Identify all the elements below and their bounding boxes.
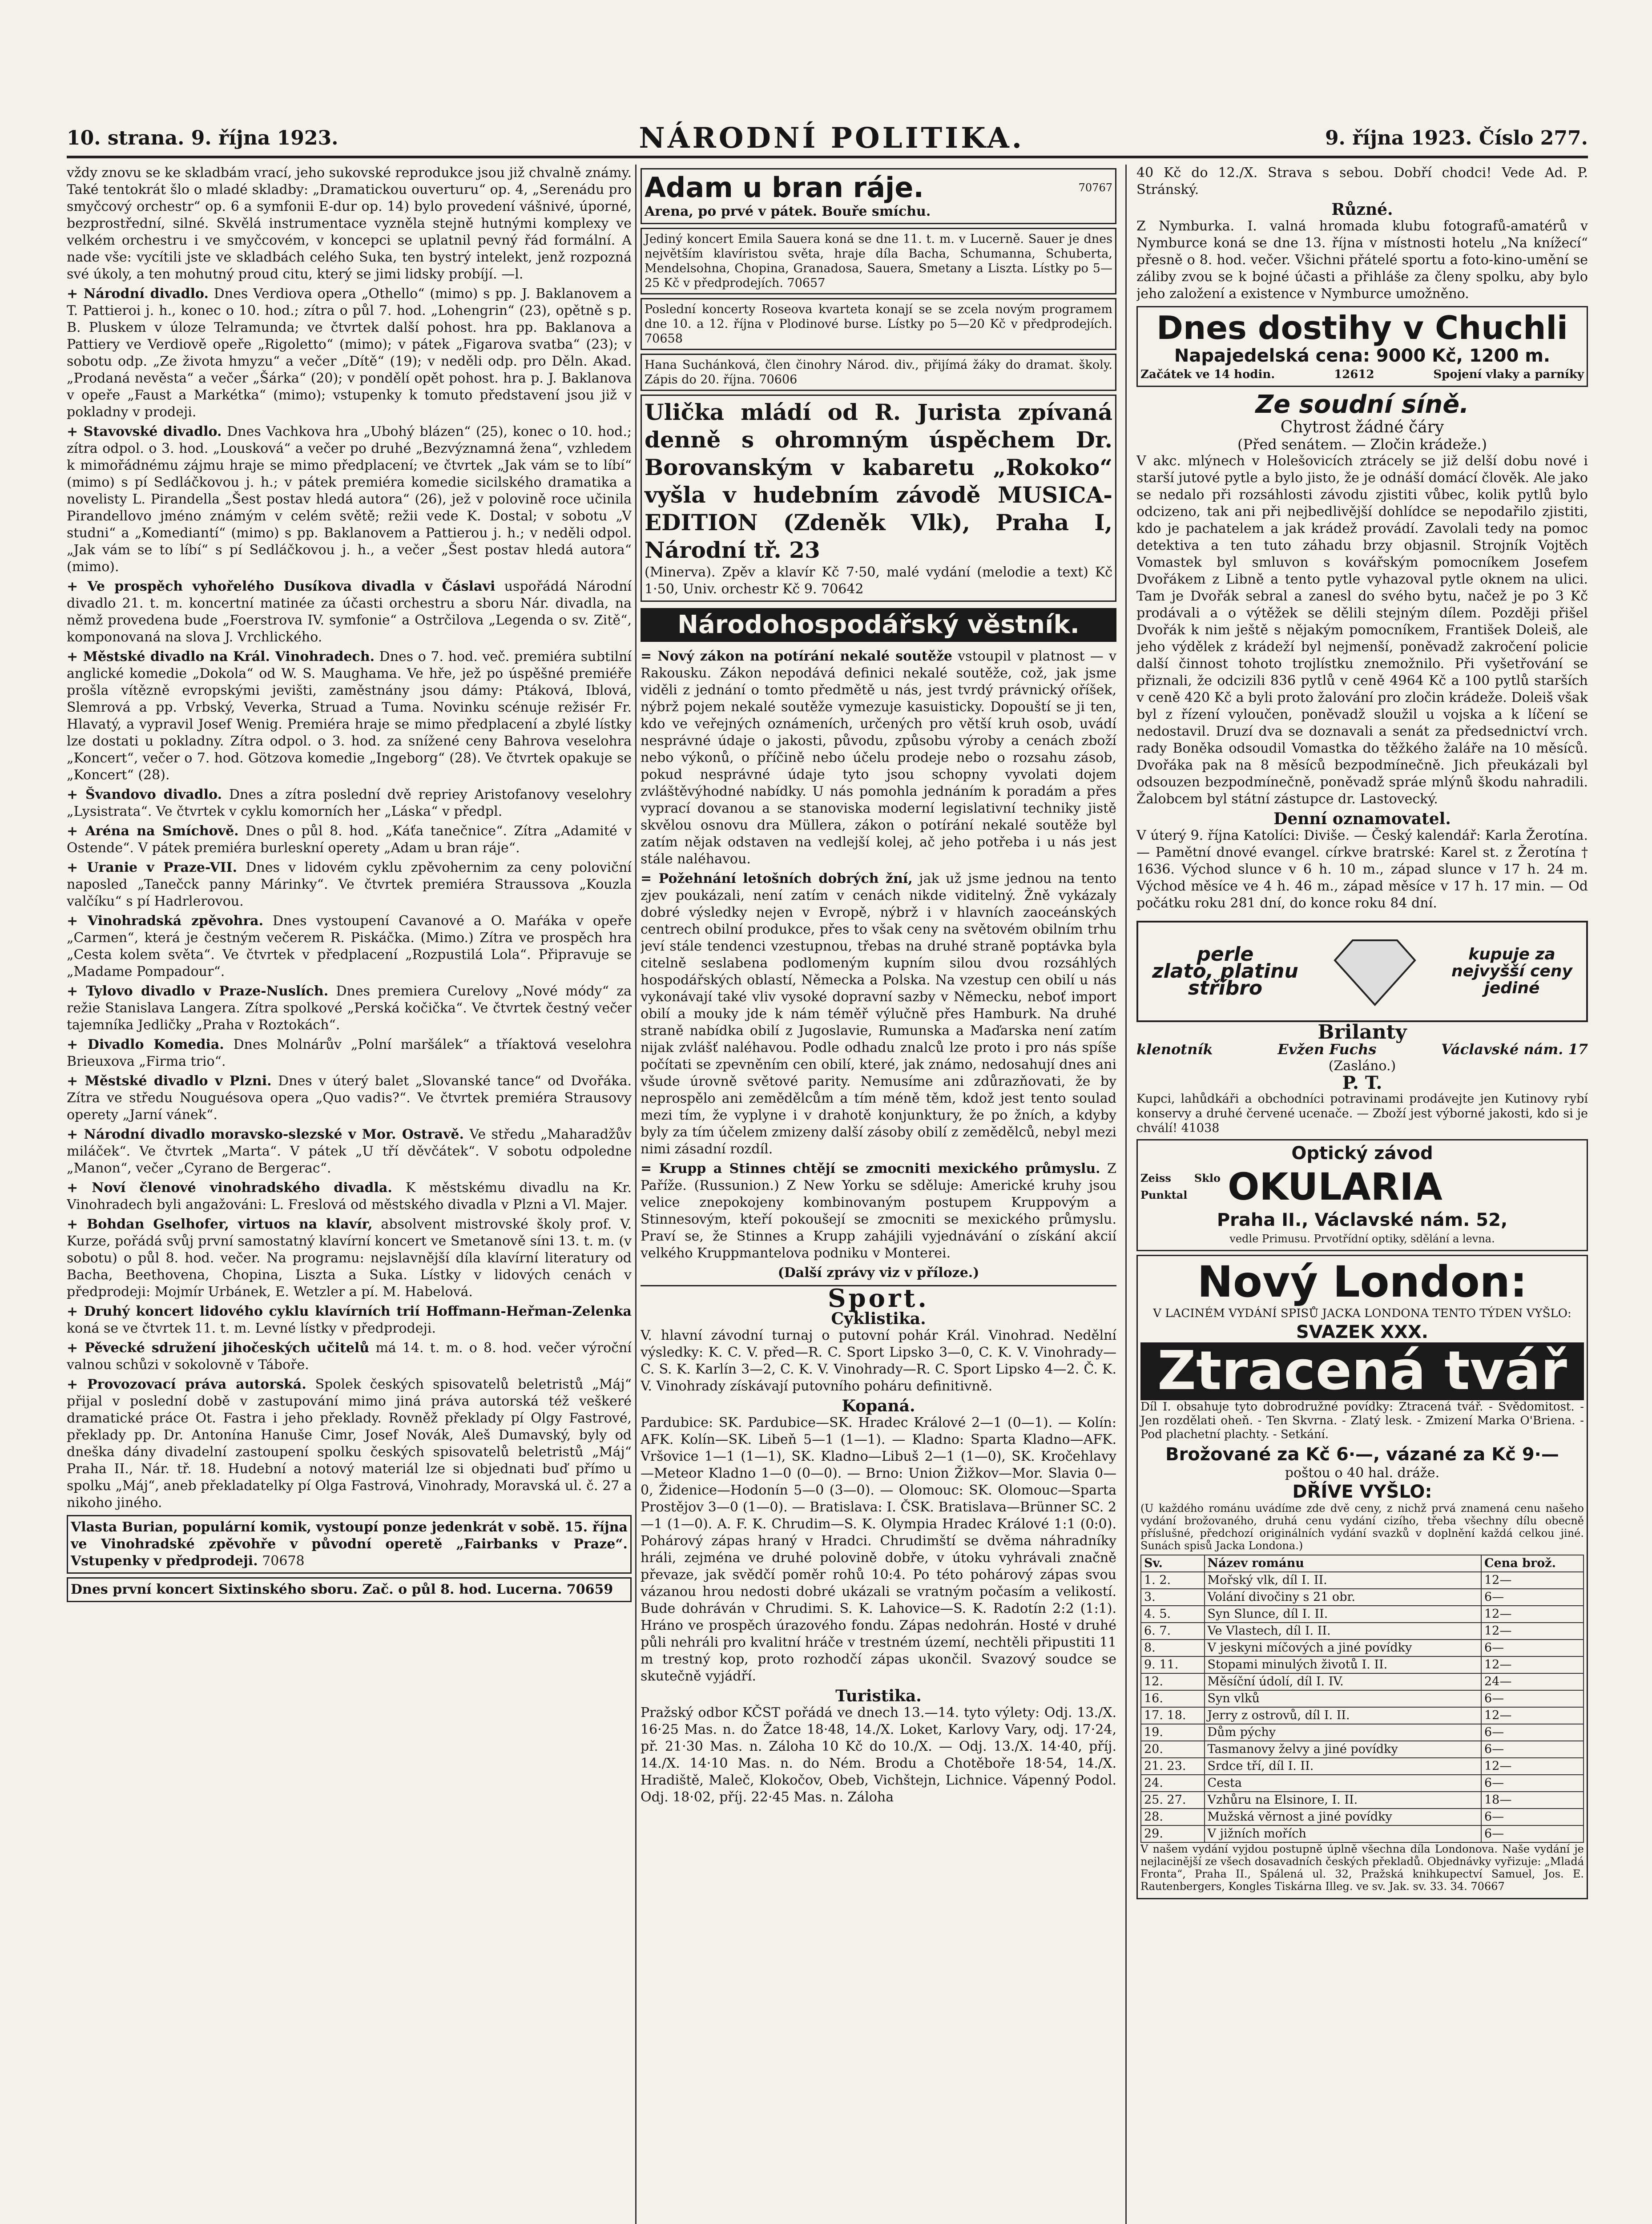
theatre-news-item: [67, 578, 632, 646]
london-subtitle: V LACINÉM VYDÁNÍ SPISŮ JACKA LONDONA TENTO TÝDEN VYŠLO:: [1153, 1307, 1571, 1320]
theatre-news-title: + Pěvecké sdružení jihočeských učitelů: [67, 1340, 370, 1356]
theatre-news-item: [67, 983, 632, 1034]
ad-london: [1136, 1255, 1588, 1899]
table-cell: Syn Slunce, díl I. II.: [1205, 1606, 1481, 1623]
table-cell: 16.: [1141, 1690, 1205, 1707]
table-cell: 9. 11.: [1141, 1656, 1205, 1673]
london-volume: SVAZEK XXX.: [1296, 1322, 1428, 1342]
theatre-news-text: Dnes Vachkova hra „Ubohý blázen“ (25), konec o 10. hod.; zítra odpol. o 3. hod. „Lousková“ a večer po druhé „Bezvýznamná žena“, vzhledem k mimořádnému zájmu hraje se mimo předplacení; ve čtvrtek „Jak vám se to líbí“ (mimo) s pí Sedláčkovou j. h.; v pátek premiéra komedie sicilského dramatika a novelisty L. Pirandella „Šest postav hledá autora“ (26), jež v polovině roce učinila Pirandellovo jméno známým v celém světě; režii vede K. Dostal; v sobotu „V studni“ a „Komediantí“ (mimo) s pp. Baklanovem a Pattierou j. h.; v neděli odpol. „Jak vám se to líbí“ s pí Sedláčkovou j. h., a večer „Šest postav hledá autora“ (mimo).: [67, 424, 632, 575]
jewel-footer-right: Václavské nám. 17: [1441, 1041, 1588, 1058]
promo-prices: (Minerva). Zpěv a klavír Kč 7·50, malé vydání (melodie a text) Kč 1·50, Univ. orchestr Kč 9.: [645, 564, 1112, 597]
ad-burian-code: 70678: [262, 1553, 305, 1569]
table-cell: 25. 27.: [1141, 1792, 1205, 1809]
novels-col-volume: Sv.: [1141, 1555, 1205, 1572]
theatre-news-text: Dnes vystoupení Cavanové a O. Maŕáka v opeře „Carmen“, která je čestným večerem R. Piskáčka. (Mimo.) Zítra ve prospěch hra „Cesta kolem světa“. Ve čtvrtek v předplacení „Rozpustilá Lola“. Připravuje se „Madame Pompadour“.: [67, 913, 632, 979]
table-row: [1141, 1775, 1584, 1792]
london-footer-code: 70667: [1471, 1880, 1505, 1893]
ad-sauer: [641, 228, 1116, 294]
theatre-news-title: + Druhý koncert lidového cyklu klavírních trií Hoffmann-Heřman-Zelenka: [67, 1304, 632, 1319]
theatre-news-title: + Bohdan Gselhofer, virtuos na klavír,: [67, 1217, 373, 1232]
table-row: [1141, 1656, 1584, 1673]
theatre-news-text: Dnes premiera Curelovy „Nové módy“ za režie Stanislava Langera. Zítra spolkové „Perská kočička“. Ve čtvrtek čestný večer tajemníka Jedličky „Praha v Roztokách“.: [67, 983, 632, 1033]
tourism-heading: Turistika.: [835, 1687, 922, 1705]
sport-heading: Sport.: [828, 1284, 929, 1313]
table-cell: 18—: [1481, 1792, 1584, 1809]
theatre-news-text: Spolek českých spisovatelů beletristů „Máj“ přijal v poslední době v zastupování mimo jiná práva autorská též veškeré dramatické práce Ot. Fastra i jeho překlady. Rovněž překlady pí Olgy Fastrové, překlady pp. Dr. Antonína Hanuše Cimr, Josef Novák, Aleš Dumavský, byly od dneška dány divadelní zastoupení spolku českých spisovatelů beletristů „Máj“ Praha II., Nár. tř. 18. Hudební a notový materiál lze si objednati buď přímo u spolku „Máj“, aneb překladatelky pí Olga Fastrová, Vinohrady, Moravská ul. č. 27 a nikoho jiného.: [67, 1377, 632, 1511]
jewel-right: [1451, 946, 1572, 997]
table-cell: 4. 5.: [1141, 1606, 1205, 1623]
court-subheading-2: (Před senátem. — Zločin krádeže.): [1237, 436, 1487, 453]
table-cell: Mořský vlk, díl I. II.: [1205, 1572, 1481, 1589]
okularia-brand: Zeiss Sklo Punktal: [1140, 1172, 1221, 1201]
jewel-left: [1152, 943, 1298, 999]
table-cell: 20.: [1141, 1741, 1205, 1758]
okularia-title: OKULARIA: [1228, 1165, 1442, 1209]
table-cell: 1. 2.: [1141, 1572, 1205, 1589]
london-footer: [1140, 1843, 1584, 1893]
novels-col-price: Cena brož.: [1481, 1555, 1584, 1572]
theatre-news-text: má 14. t. m. o 8. hod. večer výroční valnou schůzi v sokolovně v Táboře.: [67, 1340, 632, 1373]
table-cell: Měsíční údolí, díl I. IV.: [1205, 1673, 1481, 1690]
okularia-row: [1140, 1164, 1584, 1210]
economy-news-list: [641, 648, 1116, 1262]
theatre-news-text: Dnes Verdiova opera „Othello“ (mimo) s pp. J. Baklanovem a T. Pattieroi j. h., konec o 10. hod.; zítra o půl 7. hod. „Lohengrin“ (23), opětně s p. B. Pluskem v úloze Telramunda; ve čtvrtek další pohost. hra pp. Baklanova a Pattiery ve Verdiově opeře „Rigoletto“ (mimo); v pátek „Figarova svatba“ (23); v sobotu odp. „Ze života hmyzu“ a večer „Dítě“ (19); v neděli odp. pro Děln. Akad. „Prodaná nevěsta“ a večer „Šárka“ (20); v pondělí opět pohost. hra p. J. Baklanova v opeře „Faust a Markétka“ (mimo); vstupenky k tomuto představení jsou již v pokladny v prodeji.: [67, 286, 632, 420]
theatre-news-title: + Národní divadlo.: [67, 286, 209, 302]
economy-news-title: = Krupp a Stinnes chtějí se zmocniti mexického průmyslu.: [641, 1161, 1100, 1176]
ad-adam-sub: Arena, po prvé v pátek. Bouře smíchu.: [645, 204, 931, 219]
table-cell: V jižních mořích: [1205, 1825, 1481, 1842]
promo-text: Ulička mládí od R. Jurista zpívaná denně s ohromným úspěchem Dr. Borovanským v kabaretu „Rokoko“ vyšla v hudebním závodě MUSICA-EDITION (Zdeněk Vlk), Praha I, Národní tř. 23: [645, 399, 1112, 563]
promo-prices-row: [645, 564, 1112, 598]
table-cell: 6—: [1481, 1825, 1584, 1842]
theatre-news-title: + Ve prospěch vyhořelého Dusíkova divadla v Čáslavi: [67, 579, 496, 594]
theatre-news-title: + Provozovací práva autorská.: [67, 1377, 306, 1392]
daily-heading: Denní oznamovatel.: [1273, 810, 1451, 828]
table-cell: 6—: [1481, 1809, 1584, 1825]
london-description: Díl I. obsahuje tyto dobrodružné povídky: Ztracená tvář. - Svědomitost. - Jen rozdělati oheň. - Ten Skvrna. - Zlatý lesk. - Zmizení Marka O'Briena. - Pod plachetní plachty. - Setkání.: [1140, 1400, 1584, 1441]
football-text: Pardubice: SK. Pardubice—SK. Hradec Králové 2—1 (0—1). — Kolín: AFK. Kolín—SK. Libeň 5—1 (1—1). — Kladno: Sparta Kladno—AFK. Vršovice 1—1 (1—1), SK. Kladno—Libuš 2—1 (1—0), SK. Kročehlavy—Meteor Kladno 1—0 (0—0). — Brno: Union Žižkov—Mor. Slavia 0—0, Židenice—Hodonín 5—0 (3—0). — Olomouc: SK. Olomouc—Sparta Prostějov 3—0 (1—0). — Bratislava: I. ČSK. Bratislava—Brünner SC. 2—1 (1—0). A. F. K. Chrudim—S. K. Olympia Hradec Králové 1:1 (0:0). Pohárový zápas hraný v Hradci. Chrudimští se dvěma náhradníky hráli, zejména ve druhé polovině dobře, v útoku vyhrávali značně převaze, jak svědčí poměr rohů 10:4. Po této pohárový zápas svou vázanou hrou nedosti dobré ukázali se vratným počasím a velikostí. Bude dohráván v Chrudimi. S. K. Lahovice—S. K. Radotín 2:2 (1:1). Hráno ve prospěch úrazového fondu. Zápas nedohrán. Hosté v druhé půli nehráli pro kvalitní hráče v trestném území, nechtěli připustiti 11 m trestný kop, proto rozhodčí zápas ukončil. Svazový soudce se skutečně vyjádří.: [641, 1415, 1116, 1684]
london-book-title: Ztracená tvář: [1140, 1342, 1584, 1400]
theatre-news-item: [67, 1216, 632, 1301]
jewel-footer-left: klenotník: [1136, 1041, 1213, 1058]
table-cell: 12—: [1481, 1656, 1584, 1673]
economy-news-text: jak už jsme jednou na tento zjev poukázali, není zatím v cenách nikde viditelný. Žně vykázaly dobré výsledky nejen v Evropě, nýbrž i v hlavních zaoceánských centrech obilní produkce, přes to však ceny na světovém obilním trhu jeví stále tendenci vzestupnou, třebas na druhé straně poptávka byla citelně seslabena podlomeným kupním silou dvou rozsáhlých hospodářských oblastí, Německa a Polska. Na vzestup cen obilí u nás vykonávají také vliv vysoké dopravní sazby v Německu, neboť import obilí a mouky jde k nám téměř výlučně přes Hamburk. Na druhé straně nabídka obilí z Jugoslavie, Rumunska a Maďarska není zatím nijak zvlášť naléhavou. Podle odhadu znalců lze proto i pro nás spíše počítati se zpevněním cen obilí, které, jak známo, nedosahují dnes ani všude úrovně světové parity. Nemusíme ani zdůrazňovati, že by neprospělo ani zemědělcům a tím méně těm, kdož jest tento soulad mezi tím, že vyplyne i v drahotě konjunktury, že po žních, a kdyby byly za tím účelem zmizeny další zásoby obilí z zemědělců, nebyl mezi nimi zásadní rozdíl.: [641, 871, 1116, 1157]
theatre-news-item: [67, 1180, 632, 1213]
chuchle-prize: Napajedelská cena: 9000 Kč, 1200 m.: [1174, 346, 1551, 366]
theatre-news-item: [67, 1376, 632, 1511]
ad-sauer-text: Jediný koncert Emila Sauera koná se dne 11. t. m. v Lucerně. Sauer je dnes největším klavíristou světa, hraje díla Bacha, Schumanna, Schuberta, Mendelsohna, Chopina, Granadosa, Sauera, Smetany a Liszta. Lístky po 5—25 Kč v předprodejích.: [645, 232, 1112, 290]
jewel-right-3: jediné: [1484, 979, 1540, 997]
table-row: [1141, 1707, 1584, 1724]
ad-adam: [641, 168, 1116, 224]
jewel-footer: [1136, 1041, 1588, 1058]
economy-news-text: Z Paříže. (Russunion.) Z New Yorku se sděluje: Americké kruhy jsou velice znepokojeny kombinovaným postupem Kruppovým a Stinnesovým, kteří pokoušejí se zmocniti se mexického průmyslu. Praví se, že Stinnes a Krupp zahájili vyjednávání o získání akcií velkého Kruppmantelova podniku v Monterei.: [641, 1161, 1116, 1261]
table-cell: 19.: [1141, 1724, 1205, 1741]
pt-text: [1136, 1092, 1588, 1136]
jewel-word: Brilanty: [1318, 1021, 1407, 1044]
table-cell: Mužská věrnost a jiné povídky: [1205, 1809, 1481, 1825]
table-cell: 17. 18.: [1141, 1707, 1205, 1724]
pt-code: 41038: [1181, 1121, 1220, 1135]
ad-musica-edition: [641, 395, 1116, 602]
theatre-news-text: absolvent mistrovské školy prof. V. Kurze, pořádá svůj první samostatný klavírní koncert ve Smetanově síni 13. t. m. (v sobotu) o půl 8. hod. večer. Na programu: nejslavnější díla klavírní literatury od Bacha, Beethovena, Chopina, Liszta a Suka. Lístky v lidových cenách v předprodeji: Mojmír Urbánek, E. Wetzler a pí. M. Habelová.: [67, 1217, 632, 1300]
table-cell: 3.: [1141, 1589, 1205, 1606]
chuchle-code: 12612: [1334, 368, 1374, 381]
economy-heading: Národohospodářský věstník.: [641, 608, 1116, 642]
theatre-news-title: + Tylovo divadlo v Praze-Nuslích.: [67, 983, 329, 999]
column-divider-2: [1125, 165, 1127, 2224]
chuchle-footer: [1140, 366, 1584, 383]
novels-table: [1140, 1555, 1584, 1843]
table-cell: Volání divočiny s 21 obr.: [1205, 1589, 1481, 1606]
tourism-continued: 40 Kč do 12./X. Strava s sebou. Dobří chodci! Vede Ad. P. Stránský.: [1136, 165, 1588, 197]
london-footer-text: V našem vydání vyjdou postupně úplně všechna díla Londonova. Naše vydání je nejlacinější ze všech dosavadních českých překladů. Objednávky vyřizuje: „Mladá Fronta“, Praha II., Spálená ul. 32, Pražská knihkupectví Samuel, Jos. E. Rautenbergers, Kongles Tiskárna Illeg. ve sv. Jak. sv. 33. 34.: [1140, 1843, 1584, 1893]
theatre-news-text: Dnes v úterý balet „Slovanské tance“ od Dvořáka. Zítra ve středu Nouguésova opera „Quo vadis?“. Ve čtvrtek premiéra Strausovy operety „Jarní vánek“.: [67, 1073, 632, 1123]
table-row: [1141, 1724, 1584, 1741]
table-cell: 29.: [1141, 1825, 1205, 1842]
table-cell: 6—: [1481, 1589, 1584, 1606]
economy-news-item: [641, 648, 1116, 868]
ad-sistine-code: 70659: [566, 1582, 613, 1597]
economy-news-title: = Požehnání letošních dobrých žní,: [641, 871, 913, 886]
zaslano: (Zasláno.): [1328, 1058, 1396, 1074]
table-cell: 12—: [1481, 1707, 1584, 1724]
chuchle-title: Dnes dostihy v Chuchli: [1156, 309, 1568, 346]
table-cell: 12—: [1481, 1623, 1584, 1640]
theatre-news-item: [67, 1303, 632, 1337]
table-row: [1141, 1758, 1584, 1775]
column-economy-sport: [641, 165, 1116, 2224]
london-earlier-note: (U každého románu uvádíme zde dvě ceny, z nichž prvá znamená cenu našeho vydání brožovaného, druhá cenu vydání cizího, třeba všechny dílu obecně příslušné, předchozí originálních vydání svazků v doplnění každá celkou jiné. Sunách spisů Jacka Londona.): [1140, 1502, 1584, 1552]
court-subheading: Chytrost žádné čáry: [1280, 418, 1444, 436]
ad-sistine-choir: [67, 1577, 632, 1602]
theatre-news-text: Dnes v lidovém cyklu zpěvohernim za ceny poloviční naposled „Tanečck panny Márinky“. Ve čtvrtek premiéra Straussova „Kouzla valčíku“ s pí Hadrlerovou.: [67, 860, 632, 909]
theatre-news-item: [67, 1073, 632, 1124]
table-row: [1141, 1623, 1584, 1640]
table-row: [1141, 1673, 1584, 1690]
jewel-right-1: kupuje za: [1468, 945, 1555, 963]
theatre-news-item: [67, 859, 632, 910]
table-cell: Dům pýchy: [1205, 1724, 1481, 1741]
theatre-news-title: + Národní divadlo moravsko-slezské v Mor. Ostravě.: [67, 1127, 464, 1142]
tourism-text: Pražský odbor KČST pořádá ve dnech 13.—14. tyto výlety: Odj. 13./X. 16·25 Mas. n. do Žatce 18·48, 14./X. Loket, Karlovy Vary, odj. 17·24, př. 21·30 Mas. n. Záloha 10 Kč do 10./X. — Odj. 13./X. 14·40, příj. 14./X. 14·10 Mas. n. do Ném. Brodu a Chotěboře 18·54, 14./X. Hradiště, Maleč, Klokočov, Obeb, Vichštejn, Lichnice. Vápenný Podol. Odj. 18·02, příj. 22·45 Mas. n. Záloha: [641, 1705, 1116, 1805]
ad-rose-text: Poslední koncerty Roseova kvarteta konají se se zcela novým programem dne 10. a 12. října v Plodinové burse. Lístky po 5—20 Kč v předprodejích.: [645, 302, 1112, 331]
london-title: Nový London:: [1197, 1257, 1527, 1307]
theatre-news-text: Dnes o půl 8. hod. „Káťa tanečnice“. Zítra „Adamité v Ostende“. V pátek premiéra burleskní operety „Adam u bran ráje“.: [67, 823, 632, 856]
jewel-left-2: zlato, platinu: [1152, 960, 1298, 983]
okularia-address-2: vedle Primusu. Prvotřídní optiky, sdělání a levna.: [1229, 1233, 1495, 1245]
theatre-news-item: [67, 913, 632, 980]
london-price: Brožované za Kč 6·—, vázané za Kč 9·—: [1165, 1444, 1559, 1465]
table-cell: Vzhůru na Elsinore, I. II.: [1205, 1792, 1481, 1809]
column-ads: [1136, 165, 1588, 2224]
theatre-news-title: + Vinohradská zpěvohra.: [67, 913, 264, 929]
okularia-address: Praha II., Václavské nám. 52,: [1217, 1210, 1508, 1230]
theatre-news-text: Dnes Molnárův „Polní maršálek“ a tříaktová veselohra Brieuxova „Firma trio“.: [67, 1037, 632, 1069]
theatre-news-title: + Divadlo Komedia.: [67, 1037, 224, 1052]
table-cell: 6—: [1481, 1775, 1584, 1792]
theatre-news-title: + Městské divadlo v Plzni.: [67, 1073, 272, 1089]
misc-heading: Různé.: [1331, 200, 1393, 219]
ad-okularia: [1136, 1139, 1588, 1251]
table-cell: 12—: [1481, 1572, 1584, 1589]
novels-table-header: [1141, 1555, 1584, 1572]
theatre-news-title: + Švandovo divadlo.: [67, 787, 222, 802]
misc-text: Z Nymburka. I. valná hromada klubu fotografů-amatérů v Nymburce koná se dne 13. října v místnosti hotelu „Na knížecí“ přesně o 8. hod. večer. Všichni přátelé sportu a foto-kino-umění se záliby zvou se k bojné účasti a přihláše za členy spolku, aby bylo jeho založení a existence v Nymburce umožněno.: [1136, 218, 1588, 302]
newspaper-title: NÁRODNÍ POLITIKA.: [639, 121, 1025, 155]
ad-sistine-text: Dnes první koncert Sixtinského sboru. Zač. o půl 8. hod. Lucerna.: [71, 1582, 562, 1597]
theatre-news-title: + Noví členové vinohradského divadla.: [67, 1180, 392, 1196]
theatre-news-title: + Aréna na Smíchově.: [67, 823, 239, 839]
table-cell: 6—: [1481, 1690, 1584, 1707]
table-cell: V jeskyni míčových a jiné povídky: [1205, 1640, 1481, 1656]
theatre-news-title: + Stavovské divadlo.: [67, 424, 222, 439]
ad-jeweler: [1136, 921, 1588, 1022]
theatre-news-item: [67, 823, 632, 857]
table-row: [1141, 1572, 1584, 1589]
table-row: [1141, 1825, 1584, 1842]
football-heading: Kopaná.: [842, 1397, 915, 1415]
ad-suchankova-text: Hana Suchánková, člen činohry Národ. div., přijímá žáky do dramat. školy. Zápis do 20. října.: [645, 358, 1112, 387]
table-cell: Jerry z ostrovů, díl I. II.: [1205, 1707, 1481, 1724]
table-cell: Syn vlků: [1205, 1690, 1481, 1707]
novels-table-body: [1141, 1572, 1584, 1842]
cyclism-text: V. hlavní závodní turnaj o putovní pohár Král. Vinohrad. Nedělní výsledky: K. C. V. před—R. C. Sport Lipsko 3—0, C. K. V. Vinohrady—C. S. K. Karlín 3—2, C. K. V. Vinohrady—R. C. Sport Lipsko 4—2. Č. K. V. Vinohrady získávají putovního poháru definitivně.: [641, 1328, 1116, 1394]
table-cell: Cesta: [1205, 1775, 1481, 1792]
suk-review: vždy znovu se ke skladbám vrací, jeho sukovské reprodukce jsou již chvalně známy. Také tentokrát šlo o mladé skladby: „Dramatickou ouverturu“ op. 4, „Serenádu pro smyčcový orchestr“ op. 6 a symfonii E-dur op. 14) bylo provedení vášnivé, úporné, bezprostřední, silné. Skvělá instrumentace vyzněla stejně hutnými komplexy ve velkém orchestru i ve smyčcovém, v koncepci se uplatnil pevný řád formální. A nade vše: vycítili jste ve skladbách celého Suka, ten bystrý intelekt, jenž rozpozná své úkoly, a ten mohutný proud citu, který se jimi lidsky probíjí. —l.: [67, 165, 632, 282]
ad-adam-title: Adam u bran ráje.: [645, 171, 924, 204]
table-cell: 6—: [1481, 1640, 1584, 1656]
ad-vlasta-burian: [67, 1515, 632, 1574]
table-cell: 24—: [1481, 1673, 1584, 1690]
ad-chuchle: [1136, 306, 1588, 387]
table-cell: 28.: [1141, 1809, 1205, 1825]
jewel-left-1: perle: [1197, 943, 1254, 966]
table-cell: 6. 7.: [1141, 1623, 1205, 1640]
economy-news-item: [641, 1160, 1116, 1262]
table-row: [1141, 1792, 1584, 1809]
table-row: [1141, 1589, 1584, 1606]
jewel-footer-center: Evžen Fuchs: [1277, 1041, 1377, 1058]
table-cell: 6—: [1481, 1724, 1584, 1741]
jewel-left-3: stříbro: [1188, 977, 1263, 999]
ad-sauer-code: 70657: [787, 276, 826, 290]
theatre-news-item: [67, 1126, 632, 1177]
theatre-news-item: [67, 1036, 632, 1070]
table-cell: 8.: [1141, 1640, 1205, 1656]
theatre-news-text: Dnes o 7. hod. več. premiéra subtilní anglické komedie „Dokola“ od W. S. Maughama. Ve hře, jež po úspěšné premiéře prošla vítězně evropskými jevišti, zaměstnány jsou dámy: Ptáková, Iblová, Slemrová a pp. Vrbský, Veverka, Struad a Tuma. Novinku scénuje režisér Fr. Hlavatý, a vypravil Josef Wenig. Premiéra hraje se mimo předplacení a zbylé lístky lze dostati u pokladny. Zítra odpol. o 3. hod. za snížené ceny Bahrova veselohra „Koncert“, večer o 7. hod. Götzova komedie „Ingeborg“ (28). Ve čtvrtek opakuje se „Koncert“ (28).: [67, 649, 632, 783]
theatre-news-title: + Uranie v Praze-VII.: [67, 860, 238, 875]
ad-rose-quartet: [641, 298, 1116, 350]
ad-rose-code: 70658: [645, 332, 683, 346]
economy-news-title: = Nový zákon na potírání nekalé soutěže: [641, 649, 952, 664]
page-header: [67, 120, 1588, 158]
theatre-news-item: [67, 423, 632, 576]
court-heading: Ze soudní síně.: [1255, 390, 1469, 419]
diamond-icon: [1326, 934, 1424, 1009]
table-cell: Tasmanovy želvy a jiné povídky: [1205, 1741, 1481, 1758]
theatre-news-text: uspořádá Národní divadlo 21. t. m. koncertní matinée za účasti orchestru a sboru Nár. divadla, na němž provedena bude „Foerstrova IV. symfonie“ a Ostrčilova „Legenda o sv. Zitě“, komponovaná na slova J. Vrchlického.: [67, 579, 632, 645]
pt-heading: P. T.: [1342, 1072, 1382, 1093]
theatre-news-title: + Městské divadlo na Král. Vinohradech.: [67, 649, 375, 665]
ad-suchankova-code: 70606: [759, 373, 798, 387]
pt-body: Kupci, lahůdkáři a obchodníci potravinami prodávejte jen Kutinovy rybí konservy a druhé červené ucenače. — Zboží jest výborné jakosti, kdo si je chválí!: [1136, 1092, 1588, 1135]
london-earlier-heading: DŘÍVE VYŠLO:: [1292, 1482, 1432, 1502]
theatre-news-list: [67, 286, 632, 1511]
economy-news-item: [641, 870, 1116, 1158]
promo-code: 70642: [821, 581, 864, 597]
economy-news-text: vstoupil v platnost — v Rakousku. Zákon nepodává definici nekalé soutěže, což, jak jsme viděli z jednání o tomto předmětě u nás, jest tvrdý právnický oříšek, nýbrž pojem nekalé soutěže vymezuje kasuisticky. Dopouští se ji ten, kdo ve veřejných oznámeních, určených pro větší kruh osob, uvádí nesprávné údaje o jakosti, původu, způsobu výroby a cenách zboží nebo výkonů, o příčině nebo účelu prodeje nebo o rozsahu zásob, pokud nesprávné údaje tyto jsou schopny vyvolati dojem zvláštěvýhodné nabídky. U nás pomohla jednáním k poradám a přes vyprací dovanou a se stanoviska moderní legislativní techniky jistě skvělou osnovu dra Müllera, zákon o potírání nekalé soutěže byl zatím nějak odstaven na vedlejší kolej, ač jeho potřeba i u nás jest stále naléhavou.: [641, 649, 1116, 867]
daily-text: V úterý 9. října Katolíci: Diviše. — Český kalendář: Karla Žerotína. — Pamětní dnové evangel. církve bratrské: Karel st. z Žerotína † 1636. Východ slunce v 6 h. 10 m., západ slunce v 17 h. 24 m. Východ měsíce ve 4 h. 46 m., západ měsíce v 17 h. 17 min. — Od počátku roku 281 dní, do konce roku 84 dní.: [1136, 828, 1588, 911]
table-cell: 12.: [1141, 1673, 1205, 1690]
table-row: [1141, 1741, 1584, 1758]
table-cell: 12—: [1481, 1758, 1584, 1775]
chuchle-start: Začátek ve 14 hodin.: [1140, 368, 1275, 381]
okularia-top: Optický závod: [1291, 1143, 1433, 1164]
jewel-right-2: nejvyšší ceny: [1451, 962, 1572, 980]
theatre-news-text: Dnes a zítra poslední dvě repriey Aristofanovy veselohry „Lysistrata“. Ve čtvrtek v cyklu komorních her „Láska“ v předpl.: [67, 787, 632, 819]
table-row: [1141, 1640, 1584, 1656]
table-row: [1141, 1690, 1584, 1707]
table-cell: 12—: [1481, 1606, 1584, 1623]
ad-suchankova: [641, 354, 1116, 391]
table-cell: Stopami minulých životů I. II.: [1205, 1656, 1481, 1673]
novels-col-title: Název románu: [1205, 1555, 1481, 1572]
page-number-date: 10. strana. 9. října 1923.: [67, 126, 338, 149]
column-divider-1: [635, 165, 637, 2224]
column-theatre: [67, 165, 632, 2224]
table-cell: Srdce tří, díl I. II.: [1205, 1758, 1481, 1775]
table-cell: 21. 23.: [1141, 1758, 1205, 1775]
theatre-news-text: K městskému divadlu na Kr. Vinohradech byli angažováni: L. Freslová od městského divadla v Plzni a Vl. Majer.: [67, 1180, 632, 1213]
issue-date-number: 9. října 1923. Číslo 277.: [1325, 126, 1588, 149]
london-postage: poštou o 40 hal. dráže.: [1285, 1465, 1440, 1481]
cyclism-heading: Cyklistika.: [831, 1309, 926, 1328]
theatre-news-item: [67, 1340, 632, 1374]
table-row: [1141, 1809, 1584, 1825]
ad-burian-text: Vlasta Burian, populární komik, vystoupí ponze jedenkrát v sobě. 15. října ve Vinohradské zpěvohře v původní operetě „Fairbanks v Praze“. Vstupenky v předprodeji.: [71, 1519, 628, 1569]
chuchle-trains: Spojení vlaky a parníky: [1433, 368, 1584, 381]
table-cell: Ve Vlastech, díl I. II.: [1205, 1623, 1481, 1640]
theatre-news-item: [67, 649, 632, 784]
theatre-news-item: [67, 786, 632, 820]
ad-adam-code: 70767: [1078, 181, 1112, 194]
table-cell: 6—: [1481, 1741, 1584, 1758]
theatre-news-text: Ve středu „Maharadžův miláček“. Ve čtvrtek „Marta“. V pátek „U tří děvčátek“. V sobotu odpoledne „Manon“, večer „Cyrano de Bergerac“.: [67, 1127, 632, 1176]
continued-note: (Další zprávy viz v příloze.): [778, 1265, 979, 1281]
table-cell: 24.: [1141, 1775, 1205, 1792]
theatre-news-text: koná se ve čtvrtek 11. t. m. Levné lístky v předprodeji.: [67, 1321, 436, 1336]
table-row: [1141, 1606, 1584, 1623]
court-text: V akc. mlýnech v Holešovicích ztrácely se již delší dobu nové i starší jutové pytle a bylo jisto, že je odnáší domácí člověk. Ale jako se nedalo při rozsáhlosti závodu zjistiti vůbec, kolik pytlů bylo odcizeno, tak ani při nejbedlivější dohlídce se nepodařilo zjistiti, kdo je pachatelem a jak krádež provádí. Zavolali tedy na pomoc detektiva a ten tuto záhadu brzy objasnil. Strojník Vojtěch Vomastek byl smluvon s kovářským pomocníkem Josefem Dvořákem z Libně a tento pytle vyhazoval pytle oknem na ulici. Tam je Dvořák sebral a zanesl do svého bytu, načež je po 3 Kč prodávali a o výtěžek se dělili stejným dílem. Později přišel Dvořák k nim ještě s nějakým pomocníkem, František Doleiš, ale jeho výdělek z krádeží byl nejmenší, poněvadž zakročení policie další činnost tohoto trojlístku znemožnilo. Při vyšetřování se přiznali, že odcizili 836 pytlů v ceně 4964 Kč a 100 pytlů starších v ceně 420 Kč a byli proto žalování pro zločin krádeže. Doleiš však byl z řízení vyloučen, poněvadž sloužil u vojska a k líčení se nedostavil. Druzí dva se doznavali a senát za předsednictví vrch. rady Boněka odsoudil Vomastka do těžkého žaláře na 10 měsíců. Dvořáka pak na 8 měsíců bezpodmínečně. Jich přeukázali byl odsouzen bezpodmínečně, poněvadž spráe mlýnů škodu nahradili. Žalobcem byl státní zástupce dr. Lastovecký.: [1136, 453, 1588, 807]
theatre-news-item: [67, 286, 632, 421]
